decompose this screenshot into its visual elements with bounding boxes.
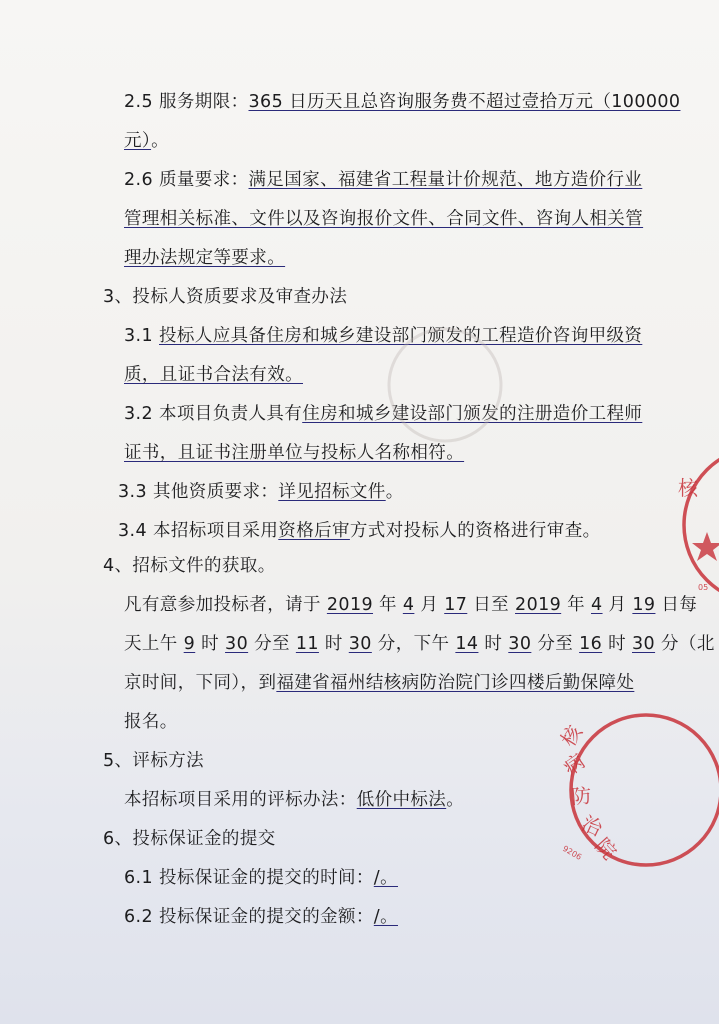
item-3-2-line2: 证书，且证书注册单位与投标人名称相符。 [124,443,465,463]
item-2-6-line1: 2.6 质量要求：满足国家、福建省工程量计价规范、地方造价行业 [124,170,643,190]
section-5-heading: 5、评标方法 [103,751,205,771]
section-6-heading: 6、投标保证金的提交 [103,829,276,849]
red-seal-lower [548,700,719,870]
item-2-6-line2: 管理相关标准、文件以及咨询报价文件、合同文件、咨询人相关管 [124,209,644,229]
seal-star-icon [692,532,719,561]
section-4-heading: 4、招标文件的获取。 [103,556,276,576]
seal-edge-char: 核 [678,476,698,500]
item-4-line1: 凡有意参加投标者，请于 2019 年 4 月 17 日至 2019 年 4 月 19 日每 [124,595,698,615]
item-4-line2: 天上午 9 时 30 分至 11 时 30 分，下午 14 时 30 分至 16 时 30 分（北 [124,634,715,654]
item-3-2-line1: 3.2 本项目负责人具有住房和城乡建设部门颁发的注册造价工程师 [124,404,643,424]
item-4-line4: 报名。 [124,712,178,732]
section-3-heading: 3、投标人资质要求及审查办法 [103,287,348,307]
seal-char-4: 治 [577,810,607,841]
item-3-3: 3.3 其他资质要求：详见招标文件。 [118,482,404,502]
seal-edge-number: 05 [698,583,709,592]
item-5-line1: 本招标项目采用的评标办法：低价中标法。 [124,790,465,810]
item-6-1: 6.1 投标保证金的提交的时间：/。 [124,868,398,888]
seal-char-5: 院 [590,833,622,865]
seal-char-1: 核 [555,720,587,751]
item-2-5-line1: 2.5 服务期限：365 日历天且总咨询服务费不超过壹拾万元（100000 [124,92,681,112]
item-4-line3: 京时间，下同），到福建省福州结核病防治院门诊四楼后勤保障处 [124,673,635,693]
item-6-2: 6.2 投标保证金的提交的金额：/。 [124,907,398,927]
item-2-6-line3: 理办法规定等要求。 [124,248,286,268]
item-2-5-line2: 元）。 [124,131,169,151]
item-3-1-line2: 质，且证书合法有效。 [124,365,303,385]
seal-char-2: 病 [559,748,590,781]
seal-char-3: 防 [570,783,593,809]
item-3-1-line1: 3.1 投标人应具备住房和城乡建设部门颁发的工程造价咨询甲级资 [124,326,643,346]
seal-lower-number: 9206 [561,843,584,862]
item-3-4: 3.4 本招标项目采用资格后审方式对投标人的资格进行审查。 [118,521,601,541]
faint-seal-shadow [380,320,510,450]
red-seal-edge [672,440,719,610]
